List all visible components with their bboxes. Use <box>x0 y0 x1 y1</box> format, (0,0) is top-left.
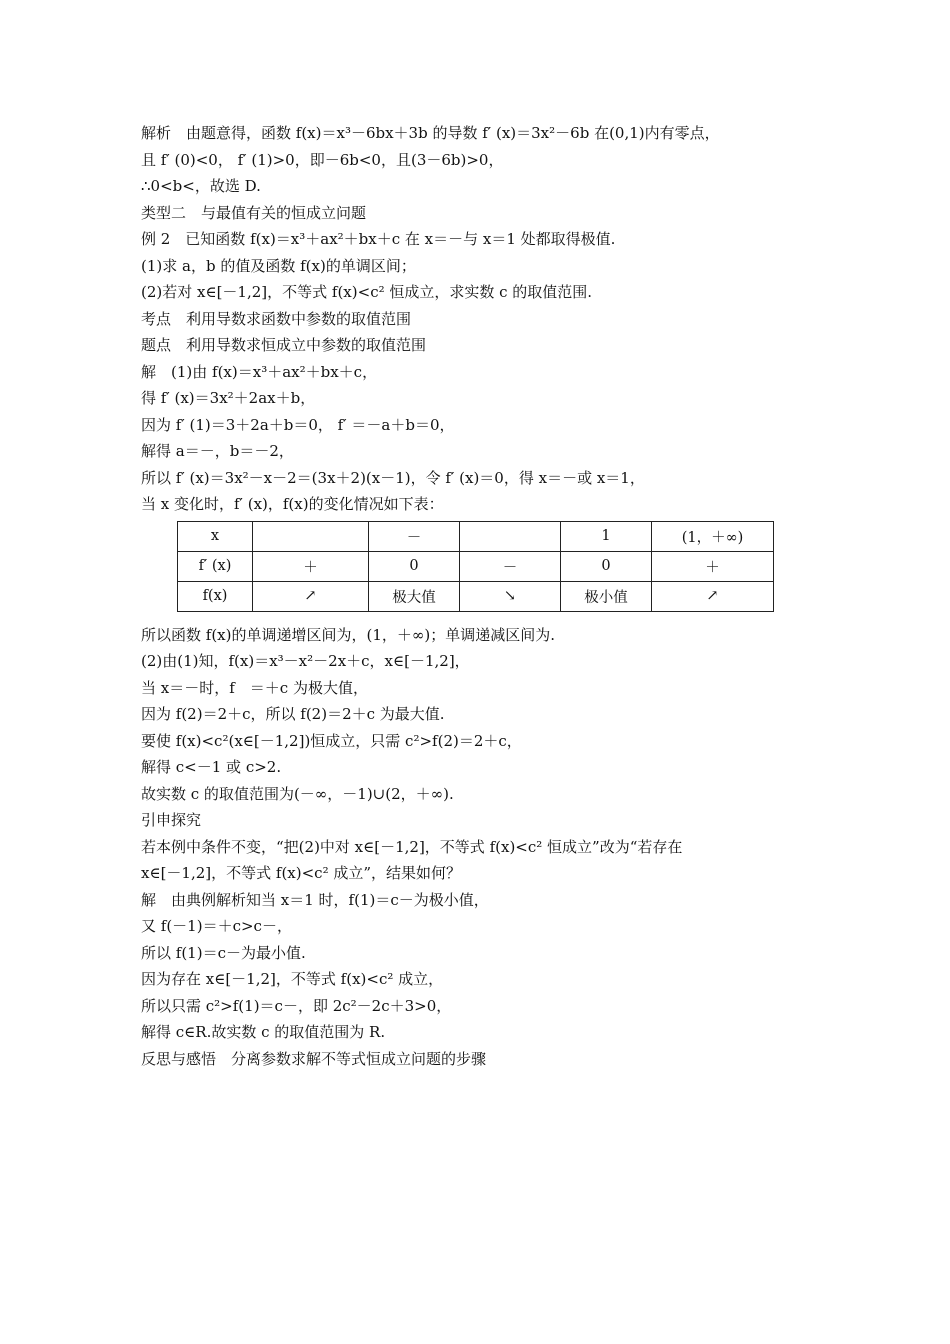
table-cell: 0 <box>369 551 460 581</box>
text-line: (1)求 a，b 的值及函数 f(x)的单调区间； <box>141 256 416 275</box>
text-line: 例 2 已知函数 f(x)＝x³＋ax²＋bx＋c 在 x＝－与 x＝1 处都取得极值. <box>141 230 616 248</box>
text-line: 考点 利用导数求函数中参数的取值范围 <box>141 309 412 328</box>
table-cell: 0 <box>561 551 652 581</box>
text-line: 且 f′ (0)<0， f′ (1)>0，即－6b<0，且(3－6b)>0， <box>141 150 504 169</box>
table-cell: － <box>460 551 561 581</box>
variation-table-wrapper <box>177 521 821 612</box>
text-line: 解析 由题意得，函数 f(x)＝x³－6bx＋3b 的导数 f′ (x)＝3x²－6b 在(0,1)内有零点， <box>141 124 720 142</box>
table-cell: ＋ <box>652 551 774 581</box>
variation-table <box>177 521 774 612</box>
text-line: 所以 f(1)＝c－为最小值. <box>141 943 306 962</box>
text-block-bottom <box>141 622 821 1073</box>
text-line: 所以 f′ (x)＝3x²－x－2＝(3x＋2)(x－1)，令 f′ (x)＝0，得 x＝－或 x＝1， <box>141 468 645 487</box>
table-cell: 极小值 <box>561 581 652 611</box>
text-line: 要使 f(x)<c²(x∈[－1,2])恒成立，只需 c²>f(2)＝2＋c， <box>141 731 522 750</box>
table-cell: x <box>178 521 253 551</box>
text-line: 解得 a＝－，b＝－2， <box>141 442 294 460</box>
table-cell: － <box>369 521 460 551</box>
table-cell: ↗ <box>253 581 369 611</box>
text-line: 因为 f(2)＝2＋c，所以 f(2)＝2＋c 为最大值. <box>141 705 445 723</box>
table-row <box>178 521 774 551</box>
table-cell: (1，＋∞) <box>652 521 774 551</box>
text-block-top <box>141 120 821 518</box>
section-heading: 类型二 与最值有关的恒成立问题 <box>141 203 367 222</box>
text-line: x∈[－1,2]，不等式 f(x)<c² 成立”，结果如何？ <box>141 864 462 882</box>
text-line: 所以只需 c²>f(1)＝c－，即 2c²－2c＋3>0， <box>141 996 452 1015</box>
table-cell <box>253 521 369 551</box>
text-line: (2)由(1)知，f(x)＝x³－x²－2x＋c，x∈[－1,2]， <box>141 652 470 670</box>
text-line: 解得 c∈R.故实数 c 的取值范围为 R. <box>141 1023 386 1041</box>
table-cell: 1 <box>561 521 652 551</box>
section-heading: 引申探究 <box>141 811 202 829</box>
text-line: 解 由典例解析知当 x＝1 时，f(1)＝c－为极小值， <box>141 890 489 909</box>
text-line: (2)若对 x∈[－1,2]，不等式 f(x)<c² 恒成立，求实数 c 的取值范围. <box>141 283 593 301</box>
document-page <box>141 120 821 1072</box>
table-cell: ↘ <box>460 581 561 611</box>
text-line: 解得 c<－1 或 c>2. <box>141 758 282 776</box>
text-line: 解 (1)由 f(x)＝x³＋ax²＋bx＋c， <box>141 362 378 381</box>
table-cell: f(x) <box>178 581 253 611</box>
table-cell <box>460 521 561 551</box>
text-line: 所以函数 f(x)的单调递增区间为，(1，＋∞)；单调递减区间为. <box>141 625 555 644</box>
section-heading: 反思与感悟 分离参数求解不等式恒成立问题的步骤 <box>141 1049 487 1068</box>
text-line: ∴0<b<，故选 D. <box>141 177 261 195</box>
text-line: 题点 利用导数求恒成立中参数的取值范围 <box>141 336 427 354</box>
table-row <box>178 551 774 581</box>
text-line: 得 f′ (x)＝3x²＋2ax＋b， <box>141 389 316 407</box>
table-row <box>178 581 774 611</box>
table-cell: 极大值 <box>369 581 460 611</box>
text-line: 又 f(－1)＝＋c>c－， <box>141 917 292 935</box>
text-line: 故实数 c 的取值范围为(－∞，－1)∪(2，＋∞). <box>141 784 454 803</box>
table-cell: f′ (x) <box>178 551 253 581</box>
text-line: 当 x＝－时，f ＝＋c 为极大值， <box>141 678 368 697</box>
text-line: 因为 f′ (1)＝3＋2a＋b＝0， f′ ＝－a＋b＝0， <box>141 415 455 434</box>
text-line: 因为存在 x∈[－1,2]，不等式 f(x)<c² 成立， <box>141 970 444 988</box>
table-cell: ＋ <box>253 551 369 581</box>
table-cell: ↗ <box>652 581 774 611</box>
text-line: 当 x 变化时，f′ (x)，f(x)的变化情况如下表： <box>141 495 444 513</box>
text-line: 若本例中条件不变，“把(2)中对 x∈[－1,2]，不等式 f(x)<c² 恒成立”改为“若存在 <box>141 837 683 856</box>
